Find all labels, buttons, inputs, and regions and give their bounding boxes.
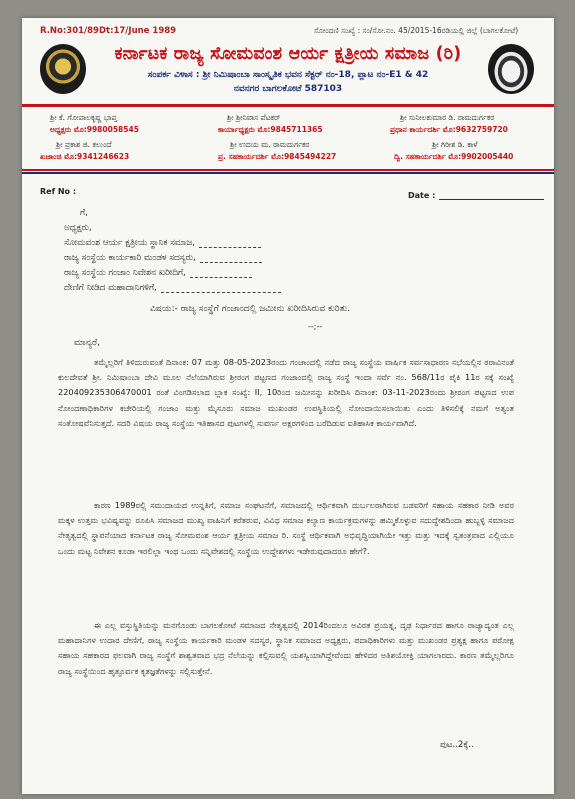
address-line-2: ನವನಗರ ಬಾಗಲಕೋಟೆ 587103 (233, 84, 343, 94)
society-emblem-logo (40, 44, 86, 94)
page-continued-note: ಪುಟ..2ಕ್ಕೆ.. (440, 740, 474, 750)
recipient-line: ರಾಜ್ಯ ಸಂಸ್ಥೆಯ ಗಂಜಾಂ ನಿವೇಶನ ಖರೀದಿಗೆ, (64, 268, 252, 278)
bearer-post: ಕಾರ್ಯಾಧ್ಯಕ್ಷರು ಮೊ:9845711365 (218, 125, 323, 134)
bearer-name: ಶ್ರೀ ಸುನೀಲಕುಮಾರ ಡಿ. ರಾಮದುರ್ಗಕರ (400, 113, 495, 122)
bearer-name: ಶ್ರೀ ಶ್ರೀನಿವಾಸ ಪೆಟಕರ್ (227, 113, 281, 122)
bearer-post: ಖಜಾಂಚಿ ಮೊ:9341246623 (40, 152, 130, 161)
bearer-name: ಶ್ರೀ ಉದಯ ಮ. ರಾಮದುರ್ಗಕರ (230, 140, 310, 149)
header-divider (22, 104, 554, 107)
body-paragraph: ತಮ್ಮೆಲ್ಲರಿಗೆ ತಿಳಿದುರುವಂತೆ ದಿನಾಂಕ: 07 ಮತ್ತು 08-05-2023ರಂದು ಗಂಜಾಂದಲ್ಲಿ ನಡೆದ ರಾಜ್ಯ ಸಂಸ್ಥೆಯ ವಾರ್ಷಿಕ ಸರ್ವಸಾಧಾರಣ ಸಭೆಯಲ್ಲಿನ ಠರಾವಿನಂತೆ ಕುಲದೇವತೆ ಶ್ರೀ. ನಿಮಿಷಾಂಬಾ ದೇವಿ ಮೂಲ ನೆಲೆಯಾಗಿರುವ ಶ್ರೀರಂಗ ಪಟ್ಟಣದ ಗಂಜಾಂದಲ್ಲಿ ರಾಜ್ಯ ಸಂಸ್ಥೆ ಇಂದಾ ಸರ್ವೆ ನಂ. 568/11ರ ಪೈಕಿ 11ರ ಸಕ್ಕೆ ಸಂಖ್ಯೆ 220409235306470001 ರಂತೆ ವಿಂಗಡಿಸಲಾದ ಬ್ಲಾಕ ಸಂಖ್ಯೆ: II, 10ರಿಂದ ಜಮೀನನ್ನು ಖರೀದಿಸಿ ದಿನಾಂಕ: 03-11-2023ರಂದು ಶ್ರೀರಂಗ ಪಟ್ಟಣದ ಉಪ ನೋಂದಣಾಧಿಕಾರಿಗಳ ಕಚೇರಿಯಲ್ಲಿ ಗಂಜಾಂ ಮತ್ತು ಮೈಸೂರು ಸಮಾಜ ಮುಖಂಡರ ಉಪಸ್ಥಿತಿಯಲ್ಲಿ ನೋಂದಾಯಿಸಲಾಯಿತು ಎಂದು ತಿಳಿಸಲಿಕ್ಕೆ ನಮಗೆ ಅತ್ಯಂತ ಸಂತೋಷವೆನಿಸುತ್ತದೆ. ಸದರಿ ವಿಷಯ ರಾಜ್ಯ ಸಂಸ್ಥೆಯ ಇತಿಹಾಸದ ಪುಟಗಳಲ್ಲಿ ಸುವರ್ಣ ಅಕ್ಷರಗಳಿಂದ ಬರೆದಿಡುವ ಐತಿಹಾಸಿಕ ಕಾರ್ಯವಾಗಿದೆ. (58, 357, 514, 428)
bearer-name: ಶ್ರೀ ಕೆ. ಗೋಪಾಲಕೃಷ್ಣ ಭಾಪ್ತ (50, 113, 118, 122)
bearer-post: ಪ್ರಧಾನ ಕಾರ್ಯದರ್ಶಿ ಮೊ:9632759720 (390, 125, 508, 134)
recipient-line: ದೇಣಿಗೆ ನೀಡಿದ ಮಹಾದಾನಿಗಳಿಗೆ, (64, 283, 281, 293)
body-paragraph: ಕಾರಣ 1989ರಲ್ಲಿ ಸಮುದಾಯದ ಉನ್ನತಿಗೆ, ಸಮಾಜ ಸಂಘಟನೆಗೆ, ಸಮಾಜದಲ್ಲಿ ಆರ್ಥಿಕವಾಗಿ ದುರ್ಬಲರಾಗಿರುವ ಬಡವರಿಗೆ ಸಹಾಯ ಸಹಕಾರ ನೀಡಿ ಅವರ ಮಕ್ಕಳ ಉತ್ತಮ ಭವಿಷ್ಯವನ್ನು ರೂಪಿಸಿ ಸಮಾಜದ ಮುಖ್ಯ ವಾಹಿನಿಗೆ ಕರೆತರುವ, ವಿವಿಧ ಸಮಾಜ ಕಲ್ಯಾಣ ಕಾರ್ಯಕ್ರಮಗಳನ್ನು ಹಮ್ಮಿಕೊಳ್ಳುವ ಸದುದ್ದೇಶದಿಂದಾ ಹುಬ್ಬಳ್ಳಿ ಸಮಾಜದ ನೇತೃತ್ವದಲ್ಲಿ ಸ್ಥಾಪನೆಯಾದ ಕರ್ನಾಟಕ ರಾಜ್ಯ ಸೋಮವಂಶ ಆರ್ಯ ಕ್ಷತ್ರೀಯ ಸಮಾಜ ರಿ. ಸಂಸ್ಥೆ ಆರ್ಥಿಕವಾಗಿ ಅಭಿವೃದ್ಧಿಯಾಗಿಯೇ ಇತ್ತು ಮತ್ತು ಇದಕ್ಕೆ ಸ್ವತಂತ್ರವಾದ ಎಲ್ಲಿಯೂ ಒಂದು ಮಟ್ಟ ನಿವೇಶನ ಕೂಡಾ ಇರಲಿಲ್ಲಾ ಇಂಥ ಒಂದು ಸನ್ನಿವೇಶದಲ್ಲಿ ಸಂಸ್ಥೆಯ ಉದ್ದೇಶಗಳು ಇಡೇರುವುದಾದರೂ ಹೇಗೆ?. (58, 500, 514, 556)
address-line-1: ಸಂಪರ್ಕ ವಿಳಾಸ : ಶ್ರೀ ನಿಮಿಷಾಂಬಾ ಸಾಂಸ್ಕೃತಿಕ ಭವನ ಸೆಕ್ಟರ್ ನಂ-18, ಪ್ಲಾಟ ನಂ-E1 & 42 (147, 70, 429, 80)
date-label: Date : (408, 191, 436, 200)
ref-number-label: Ref No : (40, 187, 77, 196)
bearer-post: ಅಧ್ಯಕ್ಷರು ಮೊ:9980058545 (50, 125, 139, 134)
society-registration: ಸೋಂದಣಿ ಸಂಖ್ಯೆ : ಸಂ/ಸೋ.ನಂ. 45/2015-16ರಡಿಯಲ್ಲಿ ಜಿಲ್ಲೆ (ಬಾಗಲಕೋಟೆ) (314, 26, 519, 35)
recipient-line: ಸೋಮವಂಶ ಆರ್ಯ ಕ್ಷತ್ರೀಯ ಸ್ಥಾನಿಕ ಸಮಾಜ, (64, 238, 261, 248)
subject-separator: --;-- (308, 322, 323, 331)
salutation-to: ಗೆ, (80, 208, 88, 218)
body-paragraph: ಈ ಎಲ್ಲ ವಸ್ತುಸ್ಥಿತಿಯನ್ನು ಮನಗೊಂಡು ಬಾಗಲಕೋಟೆ ಸಮಾಜದ ನೇತೃತ್ವದಲ್ಲಿ 2014ರಿಂದಲೂ ಅವಿರತ ಪ್ರಯತ್ನ, ದೃಢ ನಿರ್ಧಾರದ ಹಾಗೂ ರಾಜ್ಯಾದ್ಯಂತ ಎಲ್ಲ ಮಹಾದಾನಿಗಳ ಉದಾರ ದೇಣಿಗೆ, ರಾಜ್ಯ ಸಂಸ್ಥೆಯ ಕಾರ್ಯಕಾರಿ ಮಂಡಳ ಸದಸ್ಯರ, ಸ್ಥಾನಿಕ ಸಮಾಜದ ಅಧ್ಯಕ್ಷರು, ಪದಾಧಿಕಾರಿಗಳು ಮತ್ತು ಮುಖಂಡರ ಪ್ರತ್ಯಕ್ಷ ಹಾಗೂ ಪರೋಕ್ಷ ಸಹಾಯ ಸಹಕಾರದ ಫಲವಾಗಿ ರಾಜ್ಯ ಸಂಸ್ಥೆಗೆ ಶಾಶ್ವತವಾದ ಭದ್ರ ನೆಲೆಯನ್ನು ಕಲ್ಪಿಸುವಲ್ಲಿ ಯಶಸ್ವಿಯಾಗಿದ್ದೇವೆಂದು ಹೇಳಿದರ ಅತಿಶಯೋಕ್ತಿ ಯಾಗಲಾರದು. ಕಾರಣ ತಮ್ಮೆಲ್ಲರಿಗೂ ರಾಜ್ಯ ಸಂಸ್ಥೆಯಿಂದ ಹೃತ್ಪೂರ್ವಕ ಕೃತಜ್ಞತೆಗಳನ್ನು ಸಲ್ಲಿಸುತ್ತೇನೆ. (58, 620, 514, 676)
divider-blue (22, 172, 554, 174)
letter-salutation: ಮಾನ್ಯರೆ, (74, 338, 100, 348)
letterhead-page (22, 18, 554, 794)
bearer-post: ದ್ವಿ. ಸಹಕಾರ್ಯದರ್ಶಿ ಮೊ:9902005440 (394, 152, 514, 161)
letter-subject: ವಿಷಯ:- ರಾಜ್ಯ ಸಂಸ್ಥೆಗೆ ಗಂಜಾಂದಲ್ಲಿ ಜಮೀನು ಖರೀದಿಸಿರುವ ಕುರಿತು. (150, 304, 351, 314)
bearer-name: ಶ್ರೀ ಪ್ರಕಾಶ ಜಿ. ಕಲುಂದೆ (56, 140, 112, 149)
organization-title: ಕರ್ನಾಟಕ ರಾಜ್ಯ ಸೋಮವಂಶ ಆರ್ಯ ಕ್ಷತ್ರೀಯ ಸಮಾಜ (ರಿ) (114, 44, 462, 64)
recipient-line: ರಾಜ್ಯ ಸಂಸ್ಥೆಯ ಕಾರ್ಯಕಾರಿ ಮಂಡಳ ಸದಸ್ಯರು, (64, 253, 262, 263)
divider-red (22, 169, 554, 171)
bearer-post: ಪ್ರ. ಸಹಕಾರ್ಯದರ್ಶಿ ಮೊ:9845494227 (218, 152, 337, 161)
recipient-line: ಅಧ್ಯಕ್ಷರು, (64, 223, 92, 233)
registration-number: R.No:301/89Dt:17/June 1989 (40, 26, 177, 36)
bearer-name: ಶ್ರೀ ಗಿರೀಶ ಡಿ. ಕಾಳೆ (432, 140, 478, 149)
date-line (439, 199, 544, 200)
goddess-image-logo (488, 44, 534, 94)
